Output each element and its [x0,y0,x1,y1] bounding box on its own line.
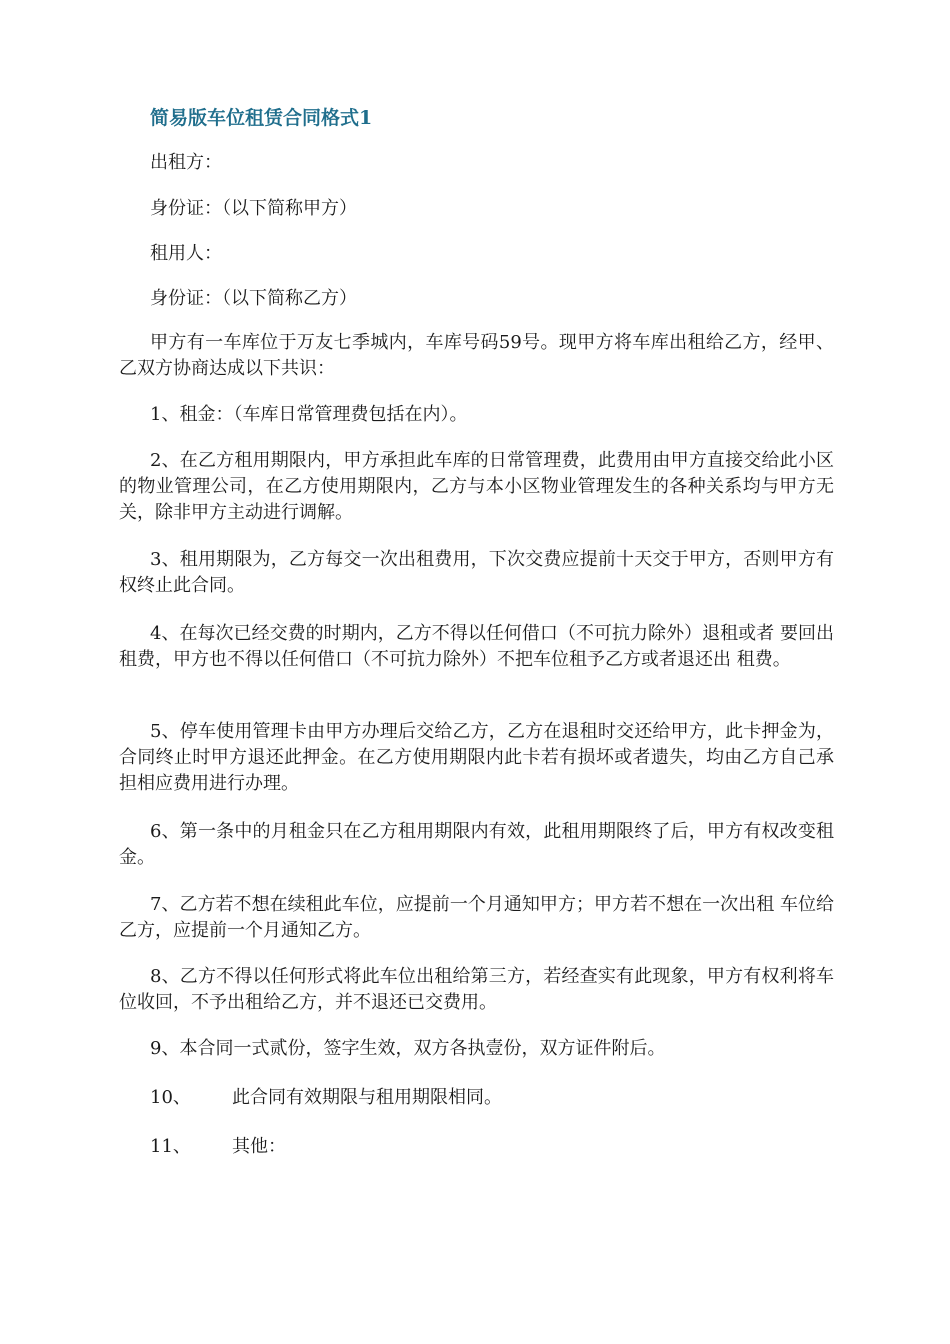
clause-3: 3、租用期限为，乙方每交一次出租费用，下次交费应提前十天交于甲方，否则甲方有权终止此合同。 [119,549,834,596]
clause-10-number: 10、 [150,1087,191,1108]
clause-7: 7、乙方若不想在续租此车位，应提前一个月通知甲方；甲方若不想在一次出租 车位给乙方，应提前一个月通知乙方。 [119,894,834,941]
clause-9: 9、本合同一式贰份，签字生效，双方各执壹份，双方证件附后。 [150,1038,666,1059]
clause-4: 4、在每次已经交费的时期内，乙方不得以任何借口（不可抗力除外）退租或者 要回出租费，甲方也不得以任何借口（不可抗力除外）不把车位租予乙方或者退还出 租费。 [119,623,834,670]
clause-5: 5、停车使用管理卡由甲方办理后交给乙方，乙方在退租时交还给甲方，此卡押金为，合同终止时甲方退还此押金。在乙方使用期限内此卡若有损坏或者遗失，均由乙方自己承担相应费用进行办理。 [119,721,834,794]
lessor-field: 出租方： [150,152,222,173]
lessor-id-field: 身份证：（以下简称甲方） [150,198,357,219]
intro-paragraph: 甲方有一车库位于万友七季城内，车库号码59号。现甲方将车库出租给乙方，经甲、乙双方协商达成以下共识： [119,332,834,379]
lessee-field: 租用人： [150,243,222,264]
clause-11 [150,1134,286,1160]
clause-11-number: 11、 [150,1136,191,1157]
lessee-id-field: 身份证：（以下简称乙方） [150,288,357,309]
clause-2: 2、在乙方租用期限内，甲方承担此车库的日常管理费，此费用由甲方直接交给此小区的物业管理公司，在乙方使用期限内，乙方与本小区物业管理发生的各种关系均与甲方无关，除非甲方主动进行调解。 [119,450,834,523]
document-title: 简易版车位租赁合同格式1 [150,107,373,129]
clause-6: 6、第一条中的月租金只在乙方租用期限内有效，此租用期限终了后，甲方有权改变租金。 [119,821,834,868]
clause-8: 8、乙方不得以任何形式将此车位出租给第三方，若经查实有此现象，甲方有权利将车位收回，不予出租给乙方，并不退还已交费用。 [119,966,834,1013]
clause-1: 1、租金：（车库日常管理费包括在内）。 [150,404,468,425]
clause-11-text: 其他： [232,1136,286,1157]
clause-10 [150,1085,502,1111]
clause-10-text: 此合同有效期限与租用期限相同。 [232,1087,502,1108]
